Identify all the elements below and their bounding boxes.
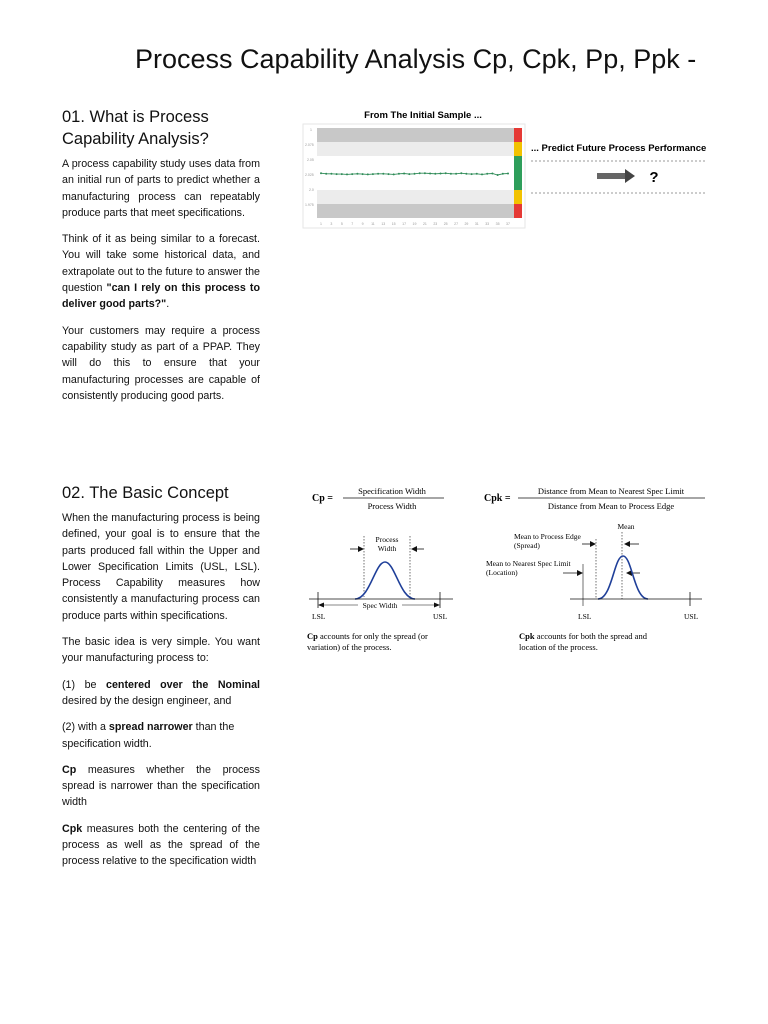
bold-text: Cp (62, 763, 77, 776)
nearest-label: (Location) (486, 568, 518, 577)
x-tick: 23 (433, 222, 438, 226)
x-tick: 15 (391, 222, 396, 226)
x-tick: 27 (454, 222, 459, 226)
x-tick: 33 (485, 222, 490, 226)
run-point (403, 173, 405, 175)
arrow-icon (582, 541, 596, 547)
y-tick: 2.0 (309, 188, 314, 192)
paragraph: The basic idea is very simple. You want your manufacturing process to: (62, 636, 260, 665)
limit-green (514, 156, 522, 190)
spec-width-label: Spec Width (362, 601, 398, 610)
arrow-icon (350, 546, 364, 552)
run-point (440, 173, 442, 175)
x-tick: 31 (474, 222, 479, 226)
bold-text: Cpk (62, 822, 83, 835)
cp-caption (307, 631, 428, 641)
usl-label: USL (433, 612, 448, 621)
run-point (320, 172, 322, 174)
run-point (424, 172, 426, 174)
x-tick: 29 (464, 222, 469, 226)
x-tick: 13 (381, 222, 386, 226)
cp-denominator: Process Width (367, 501, 417, 511)
paragraph: Your customers may require a process capability study as part of a PPAP. They will do this to ensure that your manufacturing processes are capable of consistently producing good parts. (62, 324, 260, 402)
x-tick: 11 (371, 222, 375, 226)
run-point (377, 173, 379, 175)
paragraph: A process capability study uses data from an initial run of parts to predict whether a manufacturing process can repeatably produce parts that meet specifications. (62, 158, 260, 219)
nearest-label: Mean to Nearest Spec Limit (486, 559, 571, 568)
text: (1) be (62, 678, 107, 691)
x-tick: 3 (330, 222, 333, 226)
lsl-label: LSL (312, 612, 326, 621)
usl-label: USL (684, 612, 699, 621)
text: Think of it as being similar to a forecast. You will take some historical data, and extrapolate out to the future to answer the question (62, 233, 260, 295)
band-upper-dark (317, 128, 514, 142)
cpk-caption (519, 631, 648, 641)
bold-text: spread narrower (108, 721, 193, 734)
x-tick: 7 (351, 222, 354, 226)
paragraph (62, 677, 260, 710)
mean-label: Mean (617, 522, 635, 531)
band-lower-dark (317, 204, 514, 218)
run-point (476, 173, 478, 175)
text: desired by the design engineer, and (62, 694, 232, 707)
arrow-icon (563, 570, 583, 576)
run-point (434, 173, 436, 175)
caption-bold: Cp (307, 631, 318, 641)
edge-label: Mean to Process Edge (514, 532, 581, 541)
cp-figure (305, 484, 465, 659)
run-point (325, 173, 327, 175)
run-point (471, 173, 473, 175)
run-point (398, 173, 400, 175)
run-point (382, 173, 384, 175)
cpk-numerator: Distance from Mean to Nearest Spec Limit (537, 486, 685, 496)
caption-text: accounts for only the spread (or (317, 631, 428, 641)
section-basic-concept (62, 482, 260, 880)
x-tick: 17 (402, 222, 407, 226)
run-point (486, 173, 488, 175)
process-width-label: Process (375, 535, 399, 544)
lsl-label: LSL (578, 612, 592, 621)
limit-yellow-top (514, 142, 522, 156)
process-curve (355, 562, 415, 599)
band-upper-light (317, 142, 514, 156)
section-heading: 01. What is Process Capability Analysis? (62, 108, 209, 148)
run-point (408, 173, 410, 175)
section-what-is-capability (62, 106, 260, 414)
x-tick: 21 (422, 222, 427, 226)
run-point (356, 173, 358, 175)
cpk-caption-line2: location of the process. (519, 642, 598, 652)
question-mark: ? (649, 169, 659, 186)
x-tick: 9 (361, 222, 364, 226)
x-tick: 25 (443, 222, 448, 226)
run-point (388, 173, 390, 175)
run-point (450, 173, 452, 175)
run-point (362, 173, 364, 175)
edge-label: (Spread) (514, 541, 540, 550)
x-tick: 37 (506, 222, 510, 226)
bold-text: "can I rely on this process to deliver good parts?" (62, 282, 260, 311)
run-point (351, 173, 353, 175)
x-tick: 19 (412, 222, 417, 226)
cpk-denominator: Distance from Mean to Process Edge (547, 501, 675, 511)
paragraph (62, 762, 260, 811)
run-point (445, 172, 447, 174)
text: measures both the centering of the process as well as the spread of the process relative to the specification width (62, 822, 260, 868)
arrow-icon (411, 546, 424, 552)
x-tick: 5 (340, 222, 343, 226)
bold-text: centered over the Nominal (106, 678, 260, 691)
run-point (419, 172, 421, 174)
process-width-label: Width (377, 544, 397, 553)
process-curve (598, 556, 648, 599)
paragraph (62, 719, 260, 752)
band-lower-light (317, 190, 514, 204)
run-point (372, 173, 374, 175)
y-tick: 1.975 (305, 203, 314, 207)
run-point (414, 173, 416, 175)
cp-caption-line2: variation) of the process. (307, 642, 392, 652)
caption-bold: Cpk (519, 631, 535, 641)
caption-text: accounts for both the spread and (534, 631, 647, 641)
limit-yellow-bottom (514, 190, 522, 204)
run-point (346, 173, 348, 175)
page-title: Process Capability Analysis Cp, Cpk, Pp, Ppk - (135, 44, 697, 74)
text: measures whether the process spread is narrower than the specification width (62, 763, 260, 809)
cpk-formula-label: Cpk = (484, 493, 511, 504)
paragraph (62, 821, 260, 870)
y-tick: 2.05 (307, 158, 314, 162)
run-point (481, 173, 483, 175)
y-tick: 1 (310, 128, 312, 132)
text: (2) with a (62, 721, 109, 734)
run-point (330, 173, 332, 175)
limit-red-top (514, 128, 522, 142)
text: . (166, 298, 170, 311)
run-point (429, 173, 431, 175)
x-tick: 1 (320, 222, 322, 226)
figure-right-title: ... Predict Future Process Performance (531, 143, 707, 154)
arrow-icon (624, 541, 639, 547)
run-point (455, 173, 457, 175)
run-point (502, 173, 504, 175)
text: than the specification width. (62, 721, 235, 750)
limit-red-bottom (514, 204, 522, 218)
run-point (497, 174, 499, 176)
arrow-right-icon (597, 169, 635, 183)
x-tick: 35 (495, 222, 500, 226)
cpk-figure (480, 484, 720, 659)
run-point (491, 173, 493, 175)
paragraph (62, 231, 260, 312)
run-point (341, 173, 343, 175)
run-point (393, 173, 395, 175)
paragraph: When the manufacturing process is being defined, your goal is to ensure that the parts produced fall within the Upper and Lower Specification Limits (USL, LSL). Process Capability measures how consistently a manufacturing process can produce parts within specifications. (62, 512, 260, 622)
run-point (460, 172, 462, 174)
y-tick: 2.025 (305, 173, 314, 177)
run-chart (303, 124, 525, 228)
capability-forecast-figure (300, 104, 720, 234)
y-tick: 2.075 (305, 143, 314, 147)
run-point (336, 173, 338, 175)
figure-left-title: From The Initial Sample ... (364, 110, 482, 121)
cp-numerator: Specification Width (358, 486, 426, 496)
cp-formula-label: Cp = (312, 493, 333, 504)
section-heading: 02. The Basic Concept (62, 484, 229, 502)
run-point (465, 173, 467, 175)
run-point (507, 173, 509, 175)
run-point (367, 173, 369, 175)
